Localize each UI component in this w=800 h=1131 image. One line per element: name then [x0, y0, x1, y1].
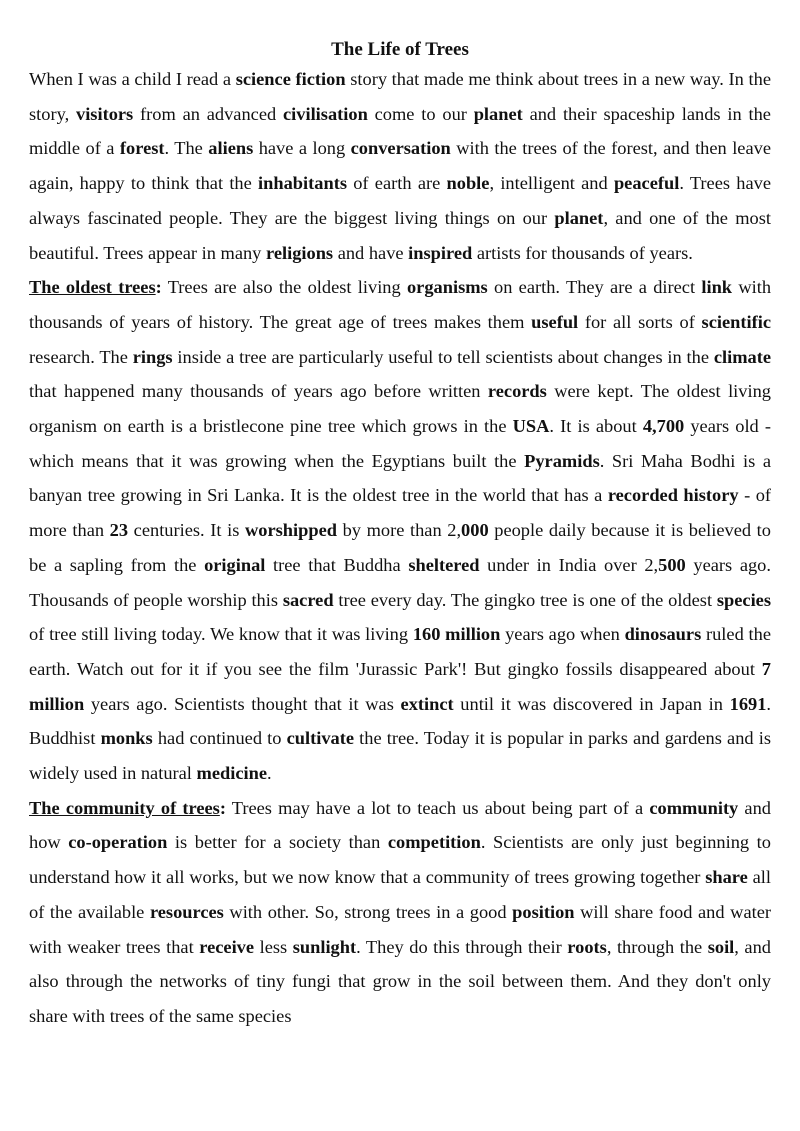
text-run: , intelligent and — [489, 173, 614, 194]
bold-term: original — [204, 554, 266, 575]
bold-term: link — [701, 277, 733, 298]
text-run: had continued to — [152, 728, 287, 749]
paragraph-oldest-trees — [29, 270, 771, 791]
text-run: and their spaceship lands in the middle of a — [29, 103, 771, 159]
text-run: have a long — [253, 138, 351, 159]
bold-term: cultivate — [286, 728, 355, 749]
text-run: for all sorts of — [578, 311, 702, 332]
text-run: less — [254, 936, 293, 957]
text-run: that happened many thousands of years ago before written — [29, 381, 488, 402]
text-run: . Sri Maha Bodhi is a banyan tree growing in Sri Lanka. It is the oldest tree in the world that has a — [29, 450, 771, 506]
text-run: on earth. They are a direct — [487, 277, 702, 298]
text-run: Trees are also the oldest living — [161, 277, 407, 298]
text-run: inside a tree are particularly useful to tell scientists about changes in the — [172, 346, 714, 367]
bold-term: scientific — [701, 311, 771, 332]
bold-term: records — [487, 381, 547, 402]
text-run: years old - which means that it was growing when the Egyptians built the — [29, 416, 771, 471]
text-run: the tree. Today it is popular in parks and gardens and is widely used in natural — [29, 728, 771, 784]
bold-term: 500 — [658, 554, 686, 575]
text-run: with other. So, strong trees in a good — [223, 901, 513, 922]
bold-term: 7 million — [29, 658, 771, 714]
text-run: from an advanced — [133, 103, 283, 124]
text-run: will share food and water with weaker trees that — [29, 901, 771, 957]
bold-term: peaceful — [613, 173, 680, 194]
bold-term: dinosaurs — [624, 624, 702, 645]
bold-term: 160 million — [412, 624, 501, 645]
text-run: by more than 2, — [336, 520, 462, 541]
section-heading-community-of-trees: The community of trees — [29, 797, 220, 818]
text-run: of tree still living today. We know that it was living — [29, 624, 413, 645]
text-run: years ago. Scientists thought that it was — [84, 693, 401, 714]
text-run: people daily because it is believed to be a sapling from the — [29, 520, 771, 575]
text-run: with thousands of years of history. The great age of trees makes them — [29, 277, 772, 332]
text-run: . Trees have always fascinated people. They are the biggest living things on our — [29, 173, 772, 228]
text-run: . — [267, 763, 272, 784]
bold-term: species — [716, 589, 771, 610]
heading-colon: : — [155, 277, 162, 298]
text-run: artists for thousands of years. — [472, 242, 693, 263]
bold-term: climate — [713, 346, 771, 367]
text-run: When I was a child I read a — [29, 69, 236, 89]
text-run: ruled the earth. Watch out for it if you see the film 'Jurassic Park'! But gingko fossils disappeared about — [29, 624, 771, 679]
text-run: . Buddhist — [29, 693, 772, 749]
bold-term: rings — [132, 346, 173, 367]
text-run: is better for a society than — [167, 832, 388, 853]
bold-term: inhabitants — [258, 173, 347, 194]
bold-term: community — [649, 797, 739, 818]
bold-term: share — [705, 867, 748, 888]
bold-term: medicine — [196, 763, 268, 784]
text-run: Trees may have a lot to teach us about being part of a — [225, 797, 650, 818]
text-run: . They do this through their — [356, 936, 568, 957]
bold-term: worshipped — [244, 520, 337, 541]
heading-colon: : — [219, 797, 226, 818]
bold-term: noble — [446, 173, 490, 194]
bold-term: monks — [100, 728, 153, 749]
paragraph-intro — [29, 62, 771, 270]
bold-term: sacred — [282, 589, 334, 610]
bold-term: science fiction — [235, 69, 346, 89]
text-run: and have — [333, 242, 409, 263]
text-run: , and also through the networks of tiny fungi that grow in the soil between them. And they don't only share with trees of the same species — [29, 936, 771, 1026]
text-run: research. The — [29, 346, 133, 367]
text-run: of earth are — [346, 173, 447, 194]
text-run: were kept. The oldest living organism on earth is a bristlecone pine tree which grows in the — [29, 381, 771, 437]
text-run: . Scientists are only just beginning to understand how it all works, but we now know that a community of trees growing together — [29, 832, 771, 888]
text-run: centuries. It is — [128, 520, 245, 541]
document-page — [29, 38, 771, 1034]
text-run: . The — [164, 138, 209, 159]
bold-term: organisms — [406, 277, 488, 298]
text-run: tree every day. The gingko tree is one of the oldest — [333, 589, 717, 610]
bold-term: competition — [387, 832, 481, 853]
section-heading-oldest-trees: The oldest trees — [29, 277, 156, 298]
text-run: until it was discovered in Japan in — [453, 693, 730, 714]
text-run: story that made me think about trees in a new way. In the story, — [29, 69, 771, 124]
bold-term: soil — [707, 936, 735, 957]
text-run: years ago when — [500, 624, 625, 645]
bold-term: conversation — [350, 138, 451, 159]
bold-term: inspired — [408, 242, 473, 263]
bold-term: planet — [473, 103, 523, 124]
text-run: , and one of the most beautiful. Trees appear in many — [29, 207, 771, 263]
bold-term: 23 — [109, 520, 129, 541]
bold-term: sheltered — [408, 554, 480, 575]
bold-term: receive — [199, 936, 255, 957]
bold-term: Pyramids — [524, 450, 600, 471]
bold-term: visitors — [76, 103, 134, 124]
bold-term: religions — [265, 242, 334, 263]
bold-term: extinct — [400, 693, 454, 714]
bold-term: USA — [512, 416, 550, 437]
text-run: come to our — [367, 103, 474, 124]
bold-term: useful — [531, 311, 579, 332]
bold-term: roots — [567, 936, 607, 957]
document-title: The Life of Trees — [331, 39, 469, 60]
text-run: tree that Buddha — [265, 554, 409, 575]
bold-term: planet — [554, 207, 604, 228]
text-run: - of more than — [29, 485, 772, 541]
bold-term: co-operation — [68, 832, 168, 853]
bold-term: civilisation — [283, 103, 368, 124]
bold-term: position — [512, 901, 575, 922]
bold-term: resources — [149, 901, 224, 922]
bold-term: 000 — [461, 520, 489, 541]
bold-term: aliens — [208, 138, 254, 159]
text-run: with the trees of the forest, and then leave again, happy to think that the — [29, 138, 771, 194]
bold-term: forest — [119, 138, 165, 159]
bold-term: sunlight — [292, 936, 357, 957]
text-run: years ago. Thousands of people worship this — [29, 554, 771, 610]
text-run: , through the — [606, 936, 708, 957]
paragraph-community-of-trees — [29, 791, 771, 1034]
bold-term: 4,700 — [642, 416, 685, 437]
text-run: . It is about — [549, 416, 643, 437]
text-run: and how — [29, 797, 771, 853]
text-run: all of the available — [29, 867, 771, 922]
text-run: under in India over 2, — [479, 554, 659, 575]
bold-term: 1691 — [729, 693, 767, 714]
bold-term: recorded history — [607, 485, 739, 506]
